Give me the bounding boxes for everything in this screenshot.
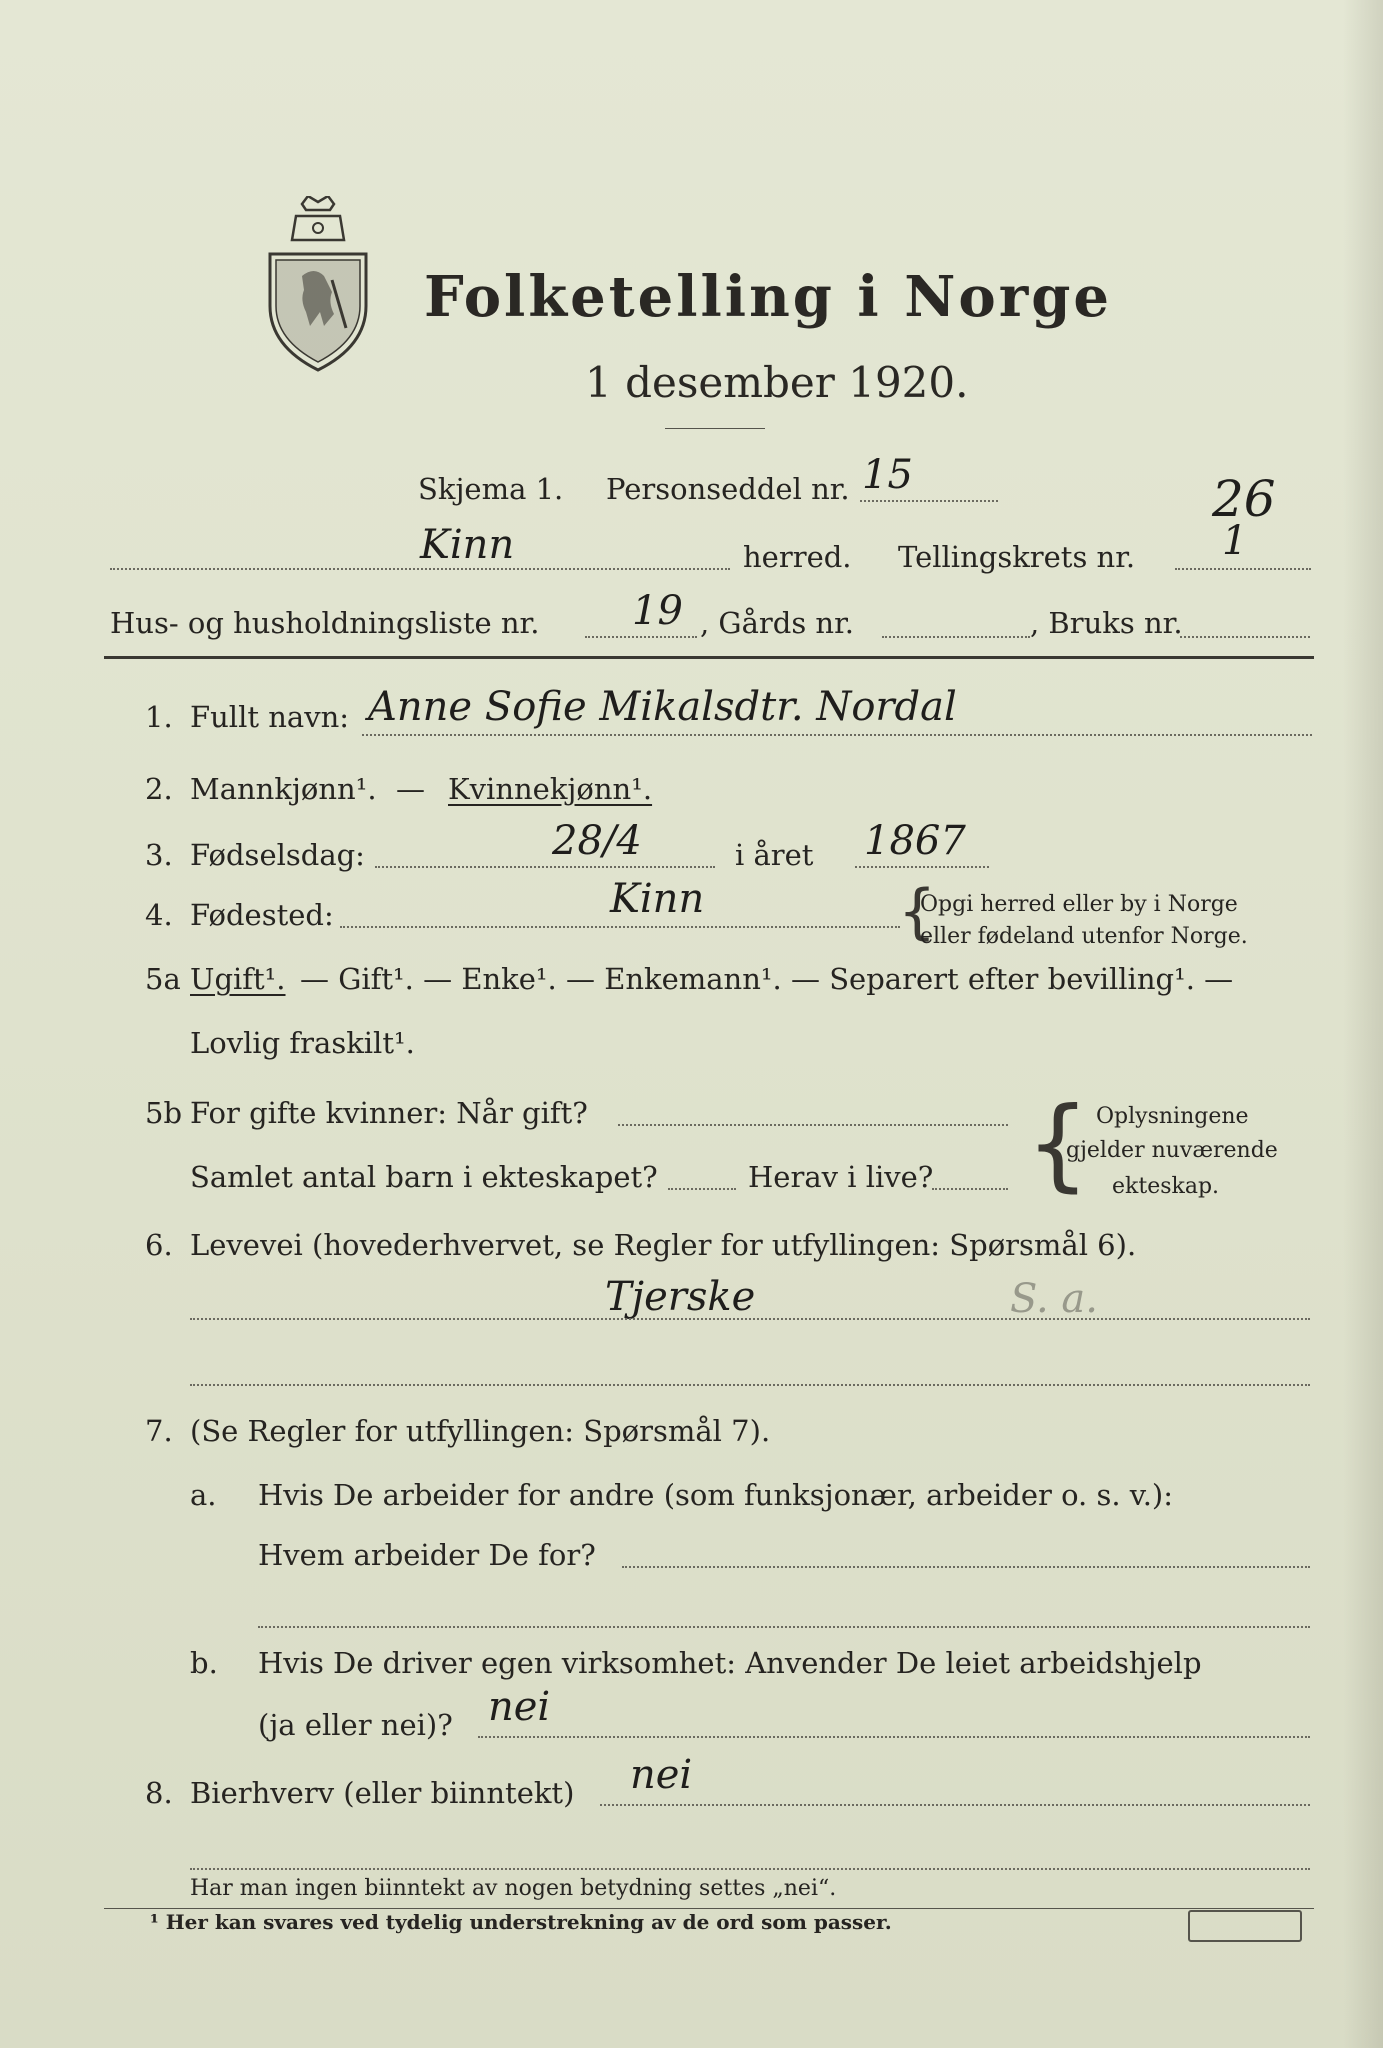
census-date: 1 desember 1920. (585, 358, 969, 407)
q3-birthday-value: 28/4 (552, 818, 642, 864)
tellingskrets-value: 1 (1222, 518, 1248, 564)
q5b-children-label: Samlet antal barn i ekteskapet? (190, 1160, 658, 1194)
top-right-number: 26 (1212, 470, 1276, 528)
q3-year-value: 1867 (864, 818, 966, 864)
q4-note-line1: Opgi herred eller by i Norge (920, 892, 1238, 917)
footnote: ¹ Her kan svares ved tydelig understrekning av de ord som passer. (150, 1910, 892, 1934)
q7-number: 7. (145, 1414, 173, 1448)
q3-label: Fødselsdag: (190, 838, 365, 872)
q8-line2 (190, 1868, 1310, 1870)
q1-full-name-value: Anne Sofie Mikalsdtr. Nordal (368, 684, 957, 730)
q6-line1 (190, 1318, 1310, 1320)
q2-separator: — (396, 772, 425, 806)
header-divider (104, 656, 1314, 659)
q5b-alive-label: Herav i live? (748, 1160, 934, 1194)
q1-line (362, 734, 1312, 736)
bleed-through-text (860, 130, 866, 154)
q4-line (340, 926, 900, 928)
q5b-children-line (668, 1188, 736, 1190)
q2-number: 2. (145, 772, 173, 806)
q5b-number: 5b (145, 1096, 183, 1130)
q5a-lovlig-fraskilt: Lovlig fraskilt¹. (190, 1026, 415, 1060)
q3-number: 3. (145, 838, 173, 872)
q8-value: nei (630, 1752, 693, 1798)
norwegian-coat-of-arms-icon (262, 196, 374, 374)
q7a-line1 (622, 1566, 1310, 1568)
q4-birthplace-value: Kinn (610, 876, 705, 922)
herred-line (110, 568, 730, 570)
q8-line1 (600, 1804, 1310, 1806)
q6-occupation-value: Tjerske (605, 1274, 756, 1320)
biinntekt-note: Har man ingen biinntekt av nogen betydning settes „nei“. (190, 1876, 837, 1901)
q4-number: 4. (145, 898, 173, 932)
q5b-when-married-line (618, 1124, 1008, 1126)
personseddel-value: 15 (862, 452, 913, 498)
q2-kvinnekjonn-underlined: Kvinnekjønn¹. (448, 772, 653, 806)
q4-note-line2: eller fødeland utenfor Norge. (920, 924, 1248, 949)
gards-line (882, 636, 1030, 638)
gards-label: , Gårds nr. (700, 606, 854, 640)
q5b-note-line2: gjelder nuværende (1066, 1138, 1278, 1163)
q3-year-label: i året (735, 838, 814, 872)
tellingskrets-line (1175, 568, 1311, 570)
husholdning-value: 19 (632, 588, 683, 634)
q7a-line2 (258, 1626, 1310, 1628)
q1-number: 1. (145, 700, 173, 734)
q6-number: 6. (145, 1228, 173, 1262)
bruks-label: , Bruks nr. (1030, 606, 1183, 640)
q7b-letter: b. (190, 1646, 218, 1680)
q6-label: Levevei (hovederhvervet, se Regler for utfyllingen: Spørsmål 6). (190, 1228, 1137, 1262)
herred-label: herred. (743, 540, 852, 574)
herred-value: Kinn (420, 522, 515, 568)
q4-note-brace: { (898, 877, 937, 947)
q7b-label: Hvis De driver egen virksomhet: Anvender De leiet arbeidshjelp (258, 1646, 1202, 1680)
q8-label: Bierhverv (eller biinntekt) (190, 1776, 575, 1810)
q5a-number: 5a (145, 962, 181, 996)
personseddel-line (860, 500, 998, 502)
q5b-when-married-label: For gifte kvinner: Når gift? (190, 1096, 588, 1130)
bruks-line (1180, 636, 1310, 638)
q3-line (375, 866, 715, 868)
q5b-note-brace: { (1026, 1085, 1090, 1202)
q8-number: 8. (145, 1776, 173, 1810)
title-divider (665, 428, 765, 429)
q7a-letter: a. (190, 1478, 217, 1512)
q7b-yes-no-label: (ja eller nei)? (258, 1708, 453, 1742)
q7b-line (478, 1736, 1310, 1738)
q7b-value: nei (488, 1684, 551, 1730)
q2-mannkjonn: Mannkjønn¹. (190, 772, 377, 806)
q5b-alive-line (932, 1188, 1008, 1190)
q7a-employer-label: Hvem arbeider De for? (258, 1538, 596, 1572)
q7a-label: Hvis De arbeider for andre (som funksjonær, arbeider o. s. v.): (258, 1478, 1174, 1512)
printer-stamp-box (1188, 1910, 1302, 1942)
tellingskrets-label: Tellingskrets nr. (898, 540, 1136, 574)
husholdning-label: Hus- og husholdningsliste nr. (110, 606, 540, 640)
q5a-ugift-underlined: Ugift¹. (190, 962, 286, 996)
q5a-options: — Gift¹. — Enke¹. — Enkemann¹. — Separert efter bevilling¹. — (300, 962, 1234, 996)
q5b-note-line3: ekteskap. (1112, 1174, 1220, 1199)
husholdning-line (585, 636, 697, 638)
q5b-note-line1: Oplysningene (1096, 1104, 1249, 1129)
schema-label: Skjema 1. (418, 472, 564, 506)
personseddel-label: Personseddel nr. (606, 472, 850, 506)
q4-label: Fødested: (190, 898, 334, 932)
form-title: Folketelling i Norge (424, 264, 1113, 330)
q7-label: (Se Regler for utfyllingen: Spørsmål 7). (190, 1414, 771, 1448)
q3-year-line (855, 866, 989, 868)
q6-line2 (190, 1384, 1310, 1386)
q1-label: Fullt navn: (190, 700, 350, 734)
q6-occupation-extra: S. a. (1010, 1276, 1098, 1322)
footer-divider (104, 1908, 1314, 1909)
